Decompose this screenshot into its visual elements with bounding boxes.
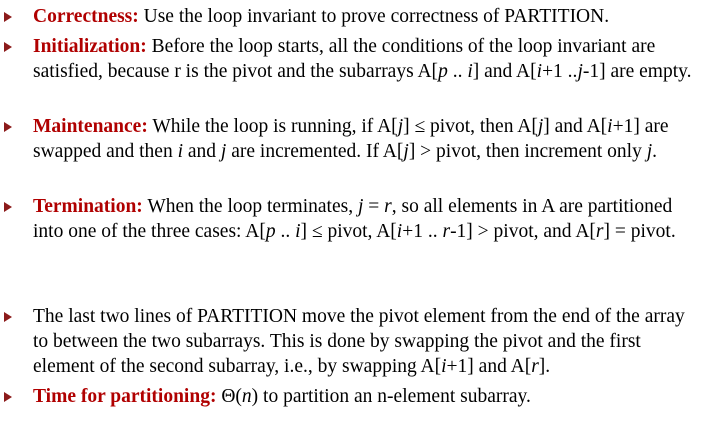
text-run: ] and A[ <box>472 61 537 82</box>
italic-variable: n <box>241 386 252 407</box>
text-run: . <box>652 141 658 162</box>
text-run: +1] and A[ <box>446 356 532 377</box>
text-run: and <box>183 141 221 162</box>
italic-variable: i <box>607 116 613 137</box>
italic-variable: j <box>537 116 544 137</box>
text-run: are incremented. If A[ <box>226 141 404 162</box>
bullet-text <box>33 4 701 29</box>
text-run: ] and A[ <box>543 116 608 137</box>
italic-variable: j <box>357 196 364 217</box>
triangle-bullet-icon <box>4 12 12 22</box>
triangle-bullet-icon <box>4 392 12 402</box>
italic-variable: i <box>441 356 447 377</box>
triangle-bullet-icon <box>4 122 12 132</box>
text-run: ] ≤ pivot, A[ <box>300 221 397 242</box>
text-run: While the loop is running, if A[ <box>147 116 398 137</box>
italic-variable: r <box>595 221 604 242</box>
triangle-bullet-icon <box>4 312 12 322</box>
text-run: The last two lines of PARTITION move the pivot element from the end of the array to between the two subarrays. This is done by swapping the pivot and the first element of the second subarray, i.e., by swapping A[ <box>33 306 685 377</box>
text-run: .. <box>275 221 296 242</box>
bullet-body <box>139 6 609 27</box>
bullet-body <box>33 306 685 377</box>
bullet-term: Termination: <box>33 196 143 217</box>
bullet-text <box>33 194 701 244</box>
italic-variable: i <box>467 61 473 82</box>
text-run: -1] > pivot, and A[ <box>450 221 596 242</box>
italic-variable: j <box>403 141 409 162</box>
italic-variable: p <box>438 61 448 82</box>
bullet-term: Maintenance: <box>33 116 148 137</box>
bullet-term: Initialization: <box>33 36 147 57</box>
text-run: ) to partition an n-element subarray. <box>251 386 531 407</box>
text-run: Before the loop starts, all the conditions of the loop invariant are satisfied, because r is the pivot and the subarrays A[ <box>33 36 656 82</box>
text-run: = <box>363 196 385 217</box>
bullet-term: Time for partitioning: <box>33 386 217 407</box>
triangle-bullet-icon <box>4 42 12 52</box>
text-run: ]. <box>538 356 551 377</box>
italic-variable: p <box>265 221 276 242</box>
bullet-text <box>33 384 701 409</box>
text-run: ] ≤ pivot, then A[ <box>403 116 538 137</box>
text-run: , so all elements in A are partitioned into one of the three cases: A[ <box>33 196 673 242</box>
text-run: Use the loop invariant to prove correctness of PARTITION. <box>138 6 610 27</box>
italic-variable: j <box>646 141 653 162</box>
text-run: .. <box>447 61 468 82</box>
text-run: When the loop terminates, <box>142 196 358 217</box>
bullet-body <box>216 386 530 407</box>
text-run: +1 .. <box>402 221 443 242</box>
text-run: -1] are empty. <box>582 61 692 82</box>
italic-variable: i <box>177 141 184 162</box>
text-run: ] = pivot. <box>603 221 676 242</box>
bullet-text <box>33 304 701 379</box>
text-run: Θ( <box>216 386 242 407</box>
text-run: +1 .. <box>542 61 578 82</box>
bullet-term: Correctness: <box>33 6 139 27</box>
italic-variable: j <box>577 61 583 82</box>
bullet-text <box>33 114 701 164</box>
italic-variable: r <box>531 356 539 377</box>
italic-variable: i <box>396 221 403 242</box>
text-run: ] > pivot, then increment only <box>408 141 647 162</box>
text-run: +1] are swapped and then <box>33 116 669 162</box>
italic-variable: i <box>536 61 543 82</box>
italic-variable: i <box>295 221 301 242</box>
italic-variable: r <box>442 221 451 242</box>
italic-variable: r <box>384 196 392 217</box>
italic-variable: j <box>397 116 404 137</box>
italic-variable: j <box>220 141 227 162</box>
bullet-text <box>33 34 701 84</box>
triangle-bullet-icon <box>4 202 12 212</box>
